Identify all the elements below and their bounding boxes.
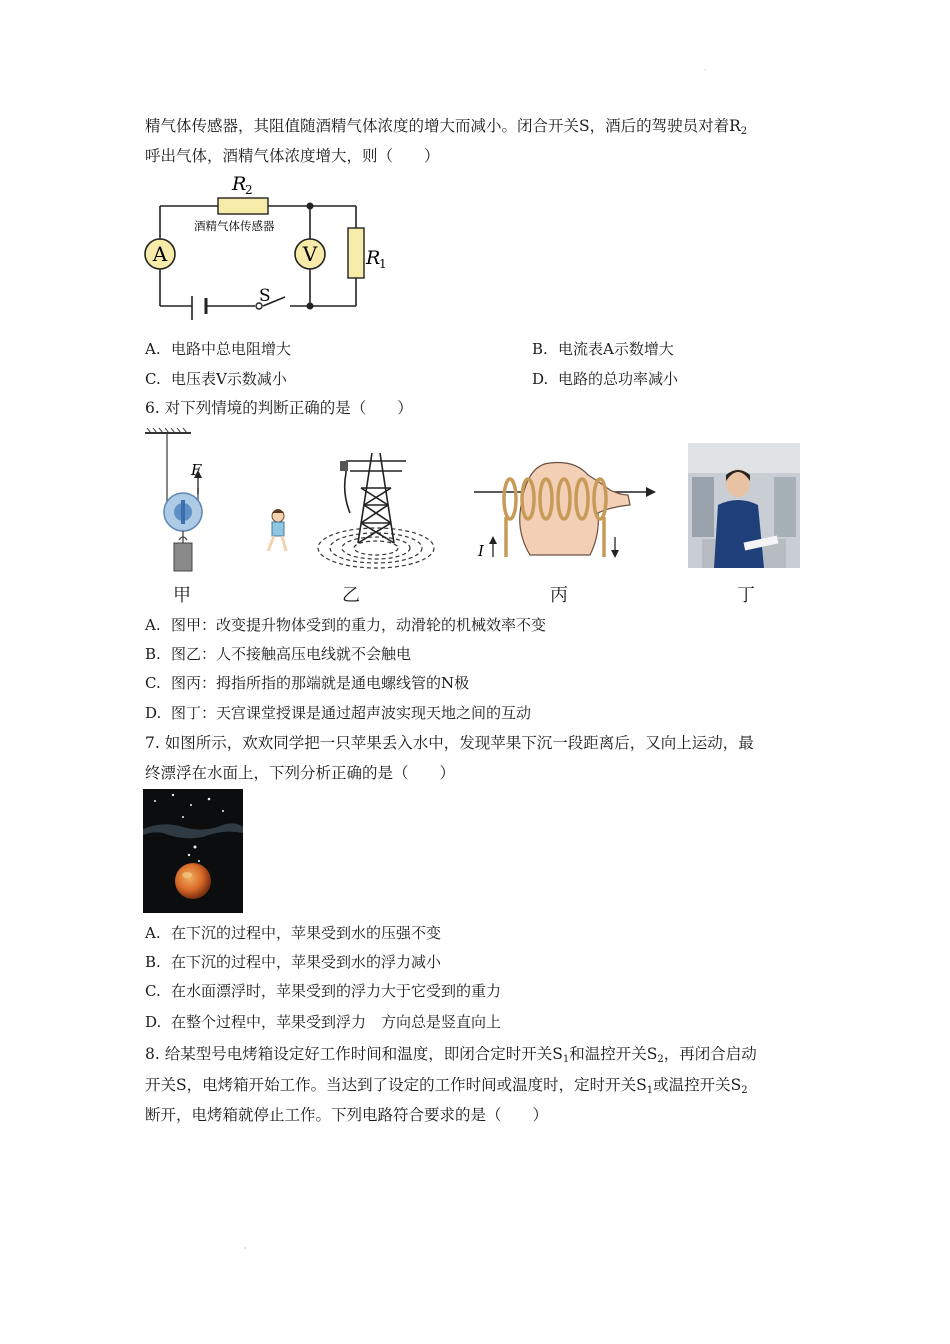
option-text: 图甲：改变提升物体受到的重力，动滑轮的机械效率不变 — [171, 616, 547, 634]
option-text: 在下沉的过程中，苹果受到水的压强不变 — [171, 924, 442, 942]
r1-label: R — [366, 247, 381, 269]
q8-s2-sub: 2 — [741, 1085, 748, 1096]
r1-resistor — [348, 228, 364, 278]
q7-option-c[interactable] — [145, 981, 501, 1001]
space-classroom-photo — [688, 443, 800, 568]
q5-circuit-diagram — [140, 170, 390, 328]
q5-line-1-text: 精气体传感器，其阻值随酒精气体浓度的增大而减小。闭合开关S，酒后的驾驶员对着R — [145, 117, 741, 135]
option-key: C. — [145, 982, 161, 1000]
q8-s2-sub: 2 — [657, 1054, 664, 1065]
sensor-label: 酒精气体传感器 — [194, 219, 275, 233]
power-tower-figure — [258, 443, 438, 578]
q8-line-1-a: 8. 给某型号电烤箱设定好工作时间和温度，即闭合定时开关S — [145, 1045, 563, 1063]
q8-line-3: 断开，电烤箱就停止工作。下列电路符合要求的是（ ） — [145, 1106, 549, 1124]
pulley-force-label: F — [191, 461, 202, 479]
option-key: D. — [145, 704, 162, 722]
q8-line-1-c: ，再闭合启动 — [663, 1045, 757, 1063]
q7-option-d[interactable] — [145, 1012, 501, 1032]
apple-in-water-photo — [143, 789, 243, 913]
ammeter-label: A — [152, 242, 168, 266]
option-text: 电流表A示数增大 — [558, 340, 674, 358]
fig-label-ding: 丁 — [737, 585, 755, 606]
q8-line-2 — [145, 1075, 748, 1101]
r2-resistor — [218, 198, 268, 214]
r1-label-sub: 1 — [379, 257, 387, 271]
option-text: 图丙：拇指所指的那端就是通电螺线管的N极 — [171, 674, 470, 692]
option-key: A. — [145, 924, 161, 942]
q8-line-1 — [145, 1044, 757, 1070]
option-text: 电压表V示数减小 — [171, 370, 287, 388]
q8-s1-sub: 1 — [562, 1054, 570, 1065]
q8-line-2-b: 或温控开关S — [653, 1076, 742, 1094]
q7-option-b[interactable] — [145, 952, 441, 972]
page-mark: · — [244, 1244, 247, 1253]
q5-option-b[interactable] — [532, 339, 674, 359]
q6-option-b[interactable] — [145, 644, 411, 664]
q5-option-d[interactable] — [532, 369, 678, 389]
option-key: B. — [145, 953, 161, 971]
option-text: 电路中总电阻增大 — [171, 340, 292, 358]
option-text: 图乙：人不接触高压电线就不会触电 — [171, 645, 412, 663]
r2-label: R — [232, 173, 247, 195]
q7-line-2: 终漂浮在水面上，下列分析正确的是（ ） — [145, 764, 456, 782]
q5-option-c[interactable] — [145, 369, 287, 389]
q6-option-c[interactable] — [145, 673, 469, 693]
switch-label: S — [259, 286, 271, 306]
page-mark: · — [704, 66, 707, 75]
option-text: 图丁：天宫课堂授课是通过超声波实现天地之间的互动 — [171, 704, 532, 722]
option-key: C. — [145, 370, 161, 388]
fig-label-yi: 乙 — [342, 585, 360, 606]
q7-line-1: 7. 如图所示，欢欢同学把一只苹果丢入水中，发现苹果下沉一段距离后，又向上运动，最 — [145, 734, 754, 752]
q6-option-d[interactable] — [145, 703, 531, 723]
q7-option-a[interactable] — [145, 923, 441, 943]
q6-stem: 6. 对下列情境的判断正确的是（ ） — [145, 399, 413, 417]
r2-label-sub: 2 — [245, 183, 253, 197]
q8-s1-sub: 1 — [646, 1085, 654, 1096]
option-key: B. — [145, 645, 161, 663]
option-key: A. — [145, 340, 161, 358]
option-key: A. — [145, 616, 161, 634]
option-text: 在整个过程中，苹果受到浮力 方向总是竖直向上 — [171, 1013, 502, 1031]
option-key: D. — [532, 370, 549, 388]
option-key: B. — [532, 340, 548, 358]
q5-option-a[interactable] — [145, 339, 291, 359]
option-text: 在水面漂浮时，苹果受到的浮力大于它受到的重力 — [171, 982, 502, 1000]
q5-line-1 — [145, 116, 747, 142]
option-key: D. — [145, 1013, 162, 1031]
voltmeter-label: V — [302, 242, 318, 266]
q5-r2-subscript: 2 — [740, 126, 748, 137]
fig-label-jia: 甲 — [173, 585, 191, 606]
q6-option-a[interactable] — [145, 615, 546, 635]
pulley-figure — [143, 428, 213, 578]
q8-line-2-a: 开关S，电烤箱开始工作。当达到了设定的工作时间或温度时，定时开关S — [145, 1076, 647, 1094]
current-label: I — [478, 542, 484, 560]
option-text: 电路的总功率减小 — [558, 370, 679, 388]
solenoid-figure — [470, 455, 660, 567]
q5-line-2: 呼出气体，酒精气体浓度增大，则（ ） — [145, 147, 440, 165]
option-key: C. — [145, 674, 161, 692]
option-text: 在下沉的过程中，苹果受到水的浮力减小 — [171, 953, 442, 971]
q8-line-1-b: 和温控开关S — [569, 1045, 658, 1063]
fig-label-bing: 丙 — [550, 585, 568, 606]
